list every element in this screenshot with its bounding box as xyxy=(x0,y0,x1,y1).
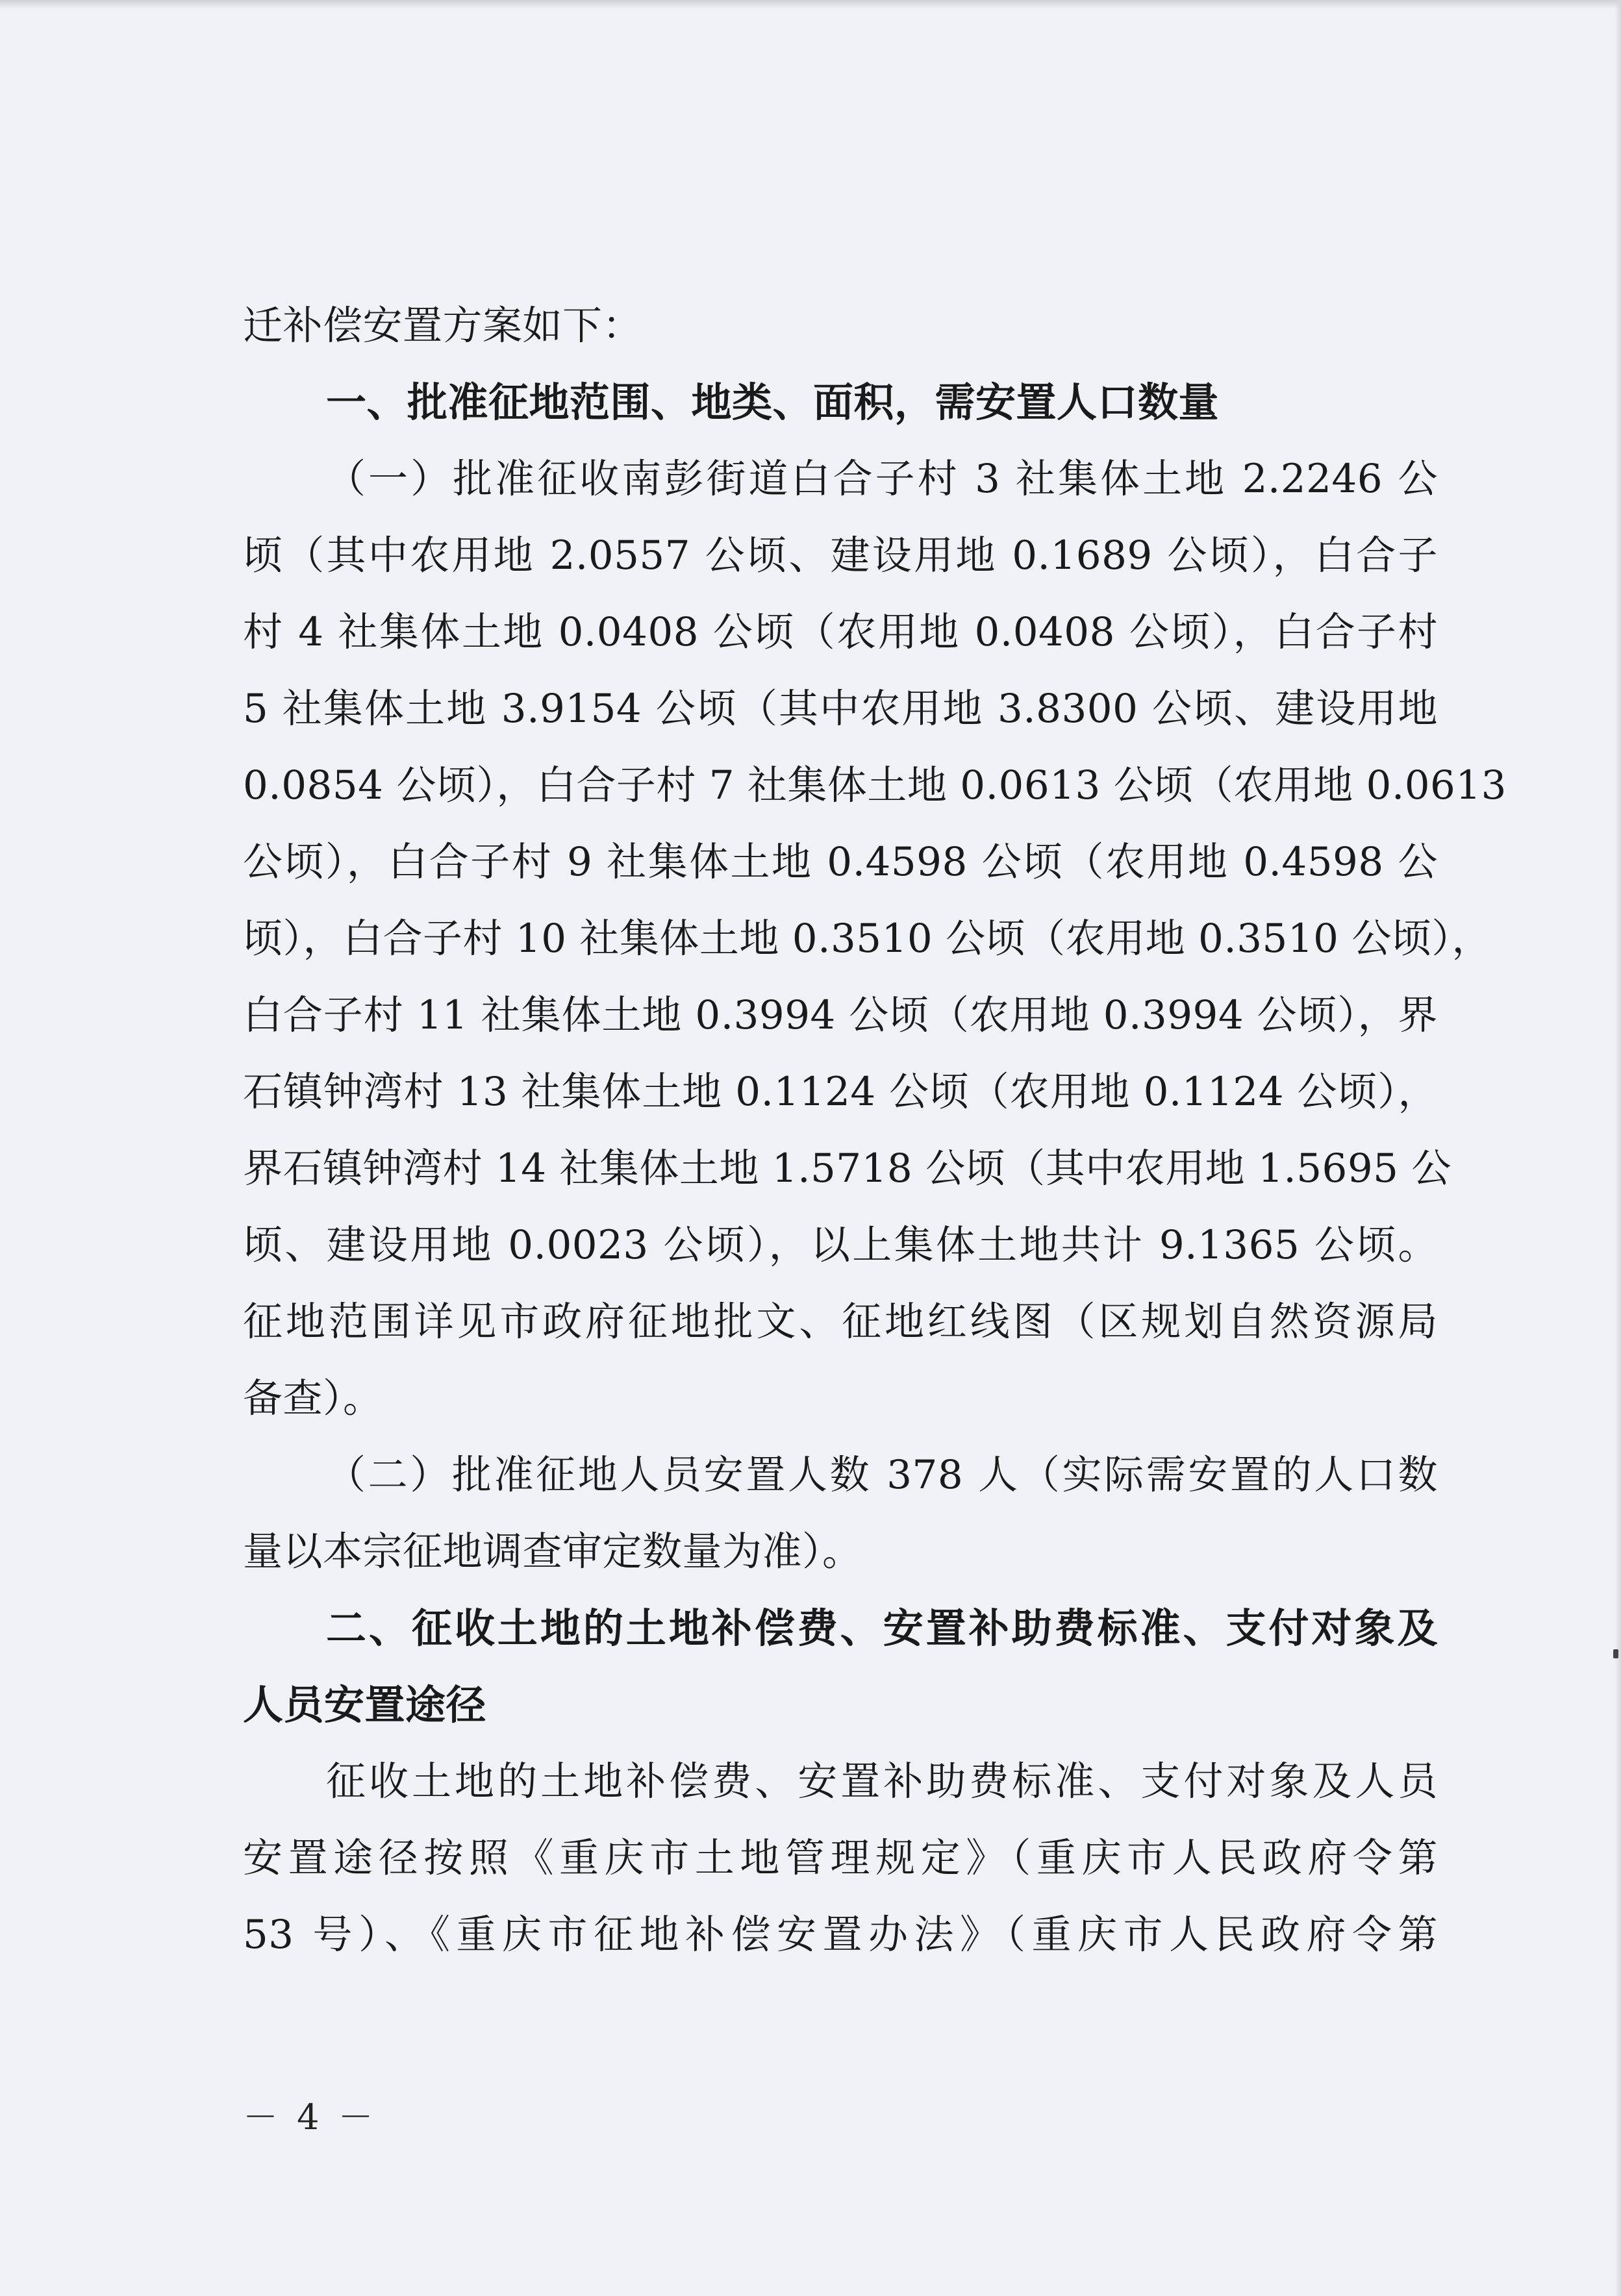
body-text-line: 0.0854 公顷），白合子村 7 社集体土地 0.0613 公顷（农用地 0.0613 xyxy=(243,762,1507,808)
body-text-line: 5 社集体土地 3.9154 公顷（其中农用地 3.8300 公顷、建设用地 xyxy=(243,686,1438,732)
body-text-line: 白合子村 11 社集体土地 0.3994 公顷（农用地 0.3994 公顷），界 xyxy=(243,992,1438,1038)
section-heading-2-continued: 人员安置途径 xyxy=(243,1681,487,1728)
body-text-line: 顷（其中农用地 2.0557 公顷、建设用地 0.1689 公顷），白合子 xyxy=(243,532,1438,579)
body-text-line: 53 号）、《重庆市征地补偿安置办法》（重庆市人民政府令第 xyxy=(243,1912,1438,1958)
body-text-line: 安置途径按照《重庆市土地管理规定》（重庆市人民政府令第 xyxy=(243,1835,1438,1881)
body-text-line: 石镇钟湾村 13 社集体土地 0.1124 公顷（农用地 0.1124 公顷）， xyxy=(243,1069,1438,1115)
body-text-line: 公顷），白合子村 9 社集体土地 0.4598 公顷（农用地 0.4598 公 xyxy=(243,839,1438,885)
body-text-line: 迁补偿安置方案如下： xyxy=(243,303,643,349)
scan-right-edge xyxy=(1615,0,1621,2296)
body-text-line: 征收土地的土地补偿费、安置补助费标准、支付对象及人员 xyxy=(326,1758,1438,1804)
body-text-line: 征地范围详见市政府征地批文、征地红线图（区规划自然资源局 xyxy=(243,1299,1438,1345)
body-text-line: （一）批准征收南彭街道白合子村 3 社集体土地 2.2246 公 xyxy=(326,456,1438,502)
page-number: － 4 － xyxy=(243,2097,377,2138)
body-text-line: 备查）。 xyxy=(243,1375,383,1421)
body-text-line: 量以本宗征地调查审定数量为准）。 xyxy=(243,1529,862,1575)
body-text-line: 顷、建设用地 0.0023 公顷），以上集体土地共计 9.1365 公顷。 xyxy=(243,1222,1438,1268)
section-heading-1: 一、批准征地范围、地类、面积，需安置人口数量 xyxy=(326,379,1220,426)
section-heading-2: 二、征收土地的土地补偿费、安置补助费标准、支付对象及 xyxy=(326,1604,1438,1652)
scan-top-edge xyxy=(0,0,1621,9)
body-text-line: 顷），白合子村 10 社集体土地 0.3510 公顷（农用地 0.3510 公顷）， xyxy=(243,916,1492,962)
body-text-line: （二）批准征地人员安置人数 378 人（实际需安置的人口数 xyxy=(326,1452,1438,1498)
body-text-line: 村 4 社集体土地 0.0408 公顷（农用地 0.0408 公顷），白合子村 xyxy=(243,609,1438,655)
binding-hole-mark xyxy=(1613,1649,1618,1658)
body-text-line: 界石镇钟湾村 14 社集体土地 1.5718 公顷（其中农用地 1.5695 公 xyxy=(243,1145,1451,1192)
